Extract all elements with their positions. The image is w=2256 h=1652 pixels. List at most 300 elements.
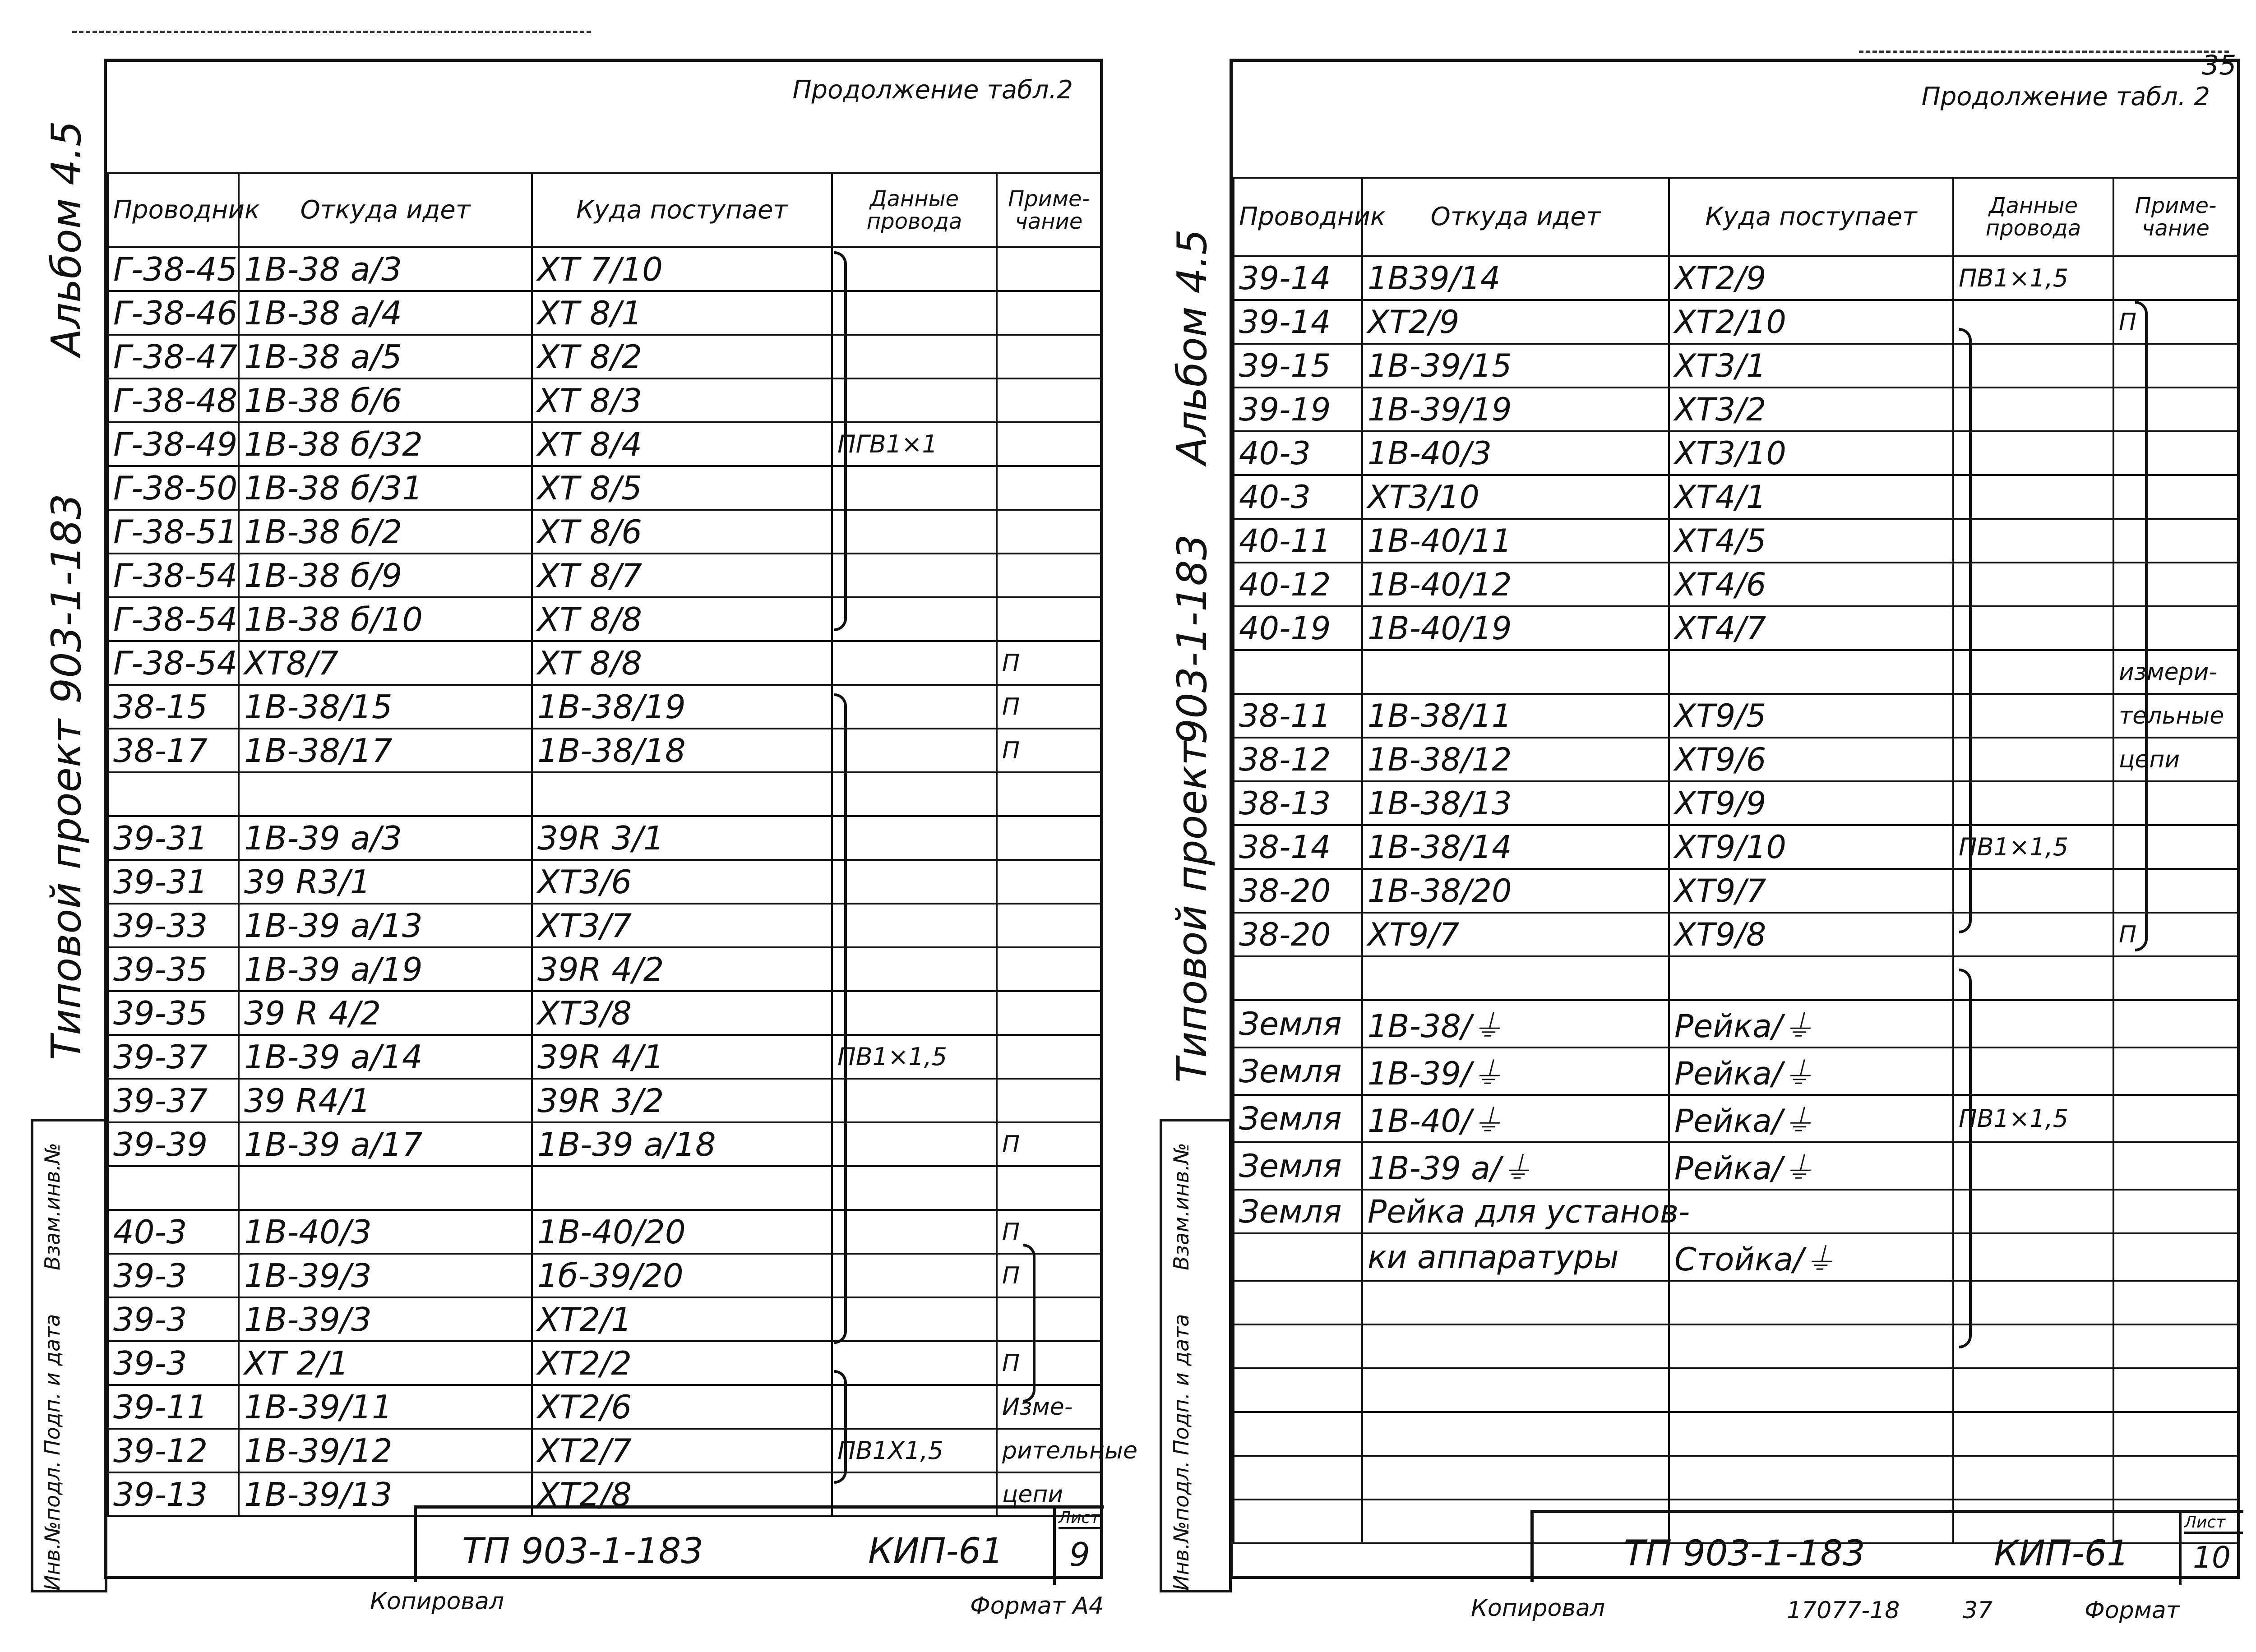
table-row [108, 554, 1101, 597]
table-row [1234, 869, 2238, 913]
cell-from: 39 R3/1 [239, 860, 532, 904]
table-row [108, 597, 1101, 641]
cell-note [2113, 1047, 2238, 1095]
cell-note [2113, 956, 2238, 1000]
cell-from: ХТ2/9 [1362, 300, 1669, 344]
cell-conductor: 39-35 [108, 947, 239, 991]
cell-note [997, 904, 1101, 947]
cell-to [1669, 1368, 1953, 1412]
cell-conductor: 38-14 [1234, 825, 1362, 869]
table-row [108, 1385, 1101, 1429]
cell-to: ХТ9/7 [1669, 869, 1953, 913]
table-row [1234, 825, 2238, 869]
header-from: Откуда идет [1362, 178, 1669, 256]
cell-wire-data [1953, 1233, 2113, 1281]
cell-to: ХТ4/6 [1669, 563, 1953, 606]
cell-note: П [997, 641, 1101, 685]
table-row [1234, 563, 2238, 606]
cell-from [1362, 1368, 1669, 1412]
cell-conductor: Г-38-45 [108, 247, 239, 291]
cell-to: ХТ9/5 [1669, 694, 1953, 738]
right-strip-sign-date: Подп. и дата [1169, 1314, 1193, 1455]
cell-conductor: 39-31 [108, 860, 239, 904]
header-note: Приме-чание [2113, 178, 2238, 256]
table-row [108, 816, 1101, 860]
cell-conductor [1234, 1233, 1362, 1281]
right-title-block [1530, 1510, 2243, 1582]
cell-wire-data [832, 597, 997, 641]
table-row [108, 729, 1101, 772]
table-row [108, 1166, 1101, 1210]
cell-note [997, 860, 1101, 904]
table-row [1234, 1412, 2238, 1456]
cell-from: 1В-40/19 [1362, 606, 1669, 650]
cell-note [997, 1166, 1101, 1210]
cell-from: 1В-38/17 [239, 729, 532, 772]
cell-to: 39R 4/2 [532, 947, 832, 991]
left-strip-inv-orig: Инв.№подл. [40, 1460, 65, 1591]
cell-wire-data [832, 641, 997, 685]
cell-to: ХТ2/6 [532, 1385, 832, 1429]
cell-wire-data [832, 1079, 997, 1122]
cell-conductor [1234, 650, 1362, 694]
right-page-ref: 37 [1963, 1597, 1993, 1624]
cell-to: ХТ 8/2 [532, 335, 832, 378]
cell-note [2113, 388, 2238, 431]
cell-from: 1В-38/15 [239, 685, 532, 729]
cell-note [2113, 563, 2238, 606]
cell-to: Рейка/⏚ [1669, 1142, 1953, 1190]
cell-from: 1В-39/13 [239, 1472, 532, 1516]
cell-conductor: Земля [1234, 1047, 1362, 1095]
cell-wire-data [1953, 1412, 2113, 1456]
cell-wire-data [1953, 388, 2113, 431]
cell-conductor: Г-38-49 [108, 422, 239, 466]
table-row [1234, 956, 2238, 1000]
cell-to [1669, 1412, 1953, 1456]
table-row [1234, 1047, 2238, 1095]
cell-wire-data [1953, 1456, 2113, 1500]
right-stamp-sheet-number: 10 [2193, 1540, 2231, 1575]
brace-pgv-group [834, 251, 847, 631]
table-row [108, 991, 1101, 1035]
cell-wire-data [1953, 1190, 2113, 1233]
cell-wire-data [1953, 956, 2113, 1000]
cell-conductor: Г-38-54 [108, 641, 239, 685]
cell-from: 1В-38/⏚ [1362, 1000, 1669, 1047]
cell-wire-data [832, 772, 997, 816]
cell-wire-data [832, 1166, 997, 1210]
cell-wire-data [1953, 431, 2113, 475]
cell-to: Стойка/⏚ [1669, 1233, 1953, 1281]
cell-conductor: 39-3 [108, 1254, 239, 1297]
cell-to [1669, 1281, 1953, 1324]
cell-to: ХТ 8/8 [532, 641, 832, 685]
left-stamp-kip: КИП-61 [868, 1531, 1003, 1572]
cell-note [2113, 1368, 2238, 1412]
table-row [1234, 1281, 2238, 1324]
cell-to: 1В-38/19 [532, 685, 832, 729]
cell-from: 1В-40/12 [1362, 563, 1669, 606]
cell-from: 1В-40/3 [239, 1210, 532, 1254]
cell-note [997, 1035, 1101, 1079]
cell-wire-data [1953, 1000, 2113, 1047]
left-stamp-sheet-label: Лист [1059, 1509, 1102, 1529]
right-page-number: 35 [2202, 50, 2237, 81]
table-row [108, 510, 1101, 554]
cell-to: ХТ 8/7 [532, 554, 832, 597]
cell-from: 1В-39/11 [239, 1385, 532, 1429]
cell-to: ХТ9/9 [1669, 781, 1953, 825]
right-table-header [1234, 178, 2238, 256]
cell-from: 1В-40/⏚ [1362, 1095, 1669, 1142]
cell-wire-data: ПГВ1×1 [832, 422, 997, 466]
table-row [1234, 1190, 2238, 1233]
cell-from: 1В-38 а/5 [239, 335, 532, 378]
cell-note [2113, 475, 2238, 519]
cell-wire-data [1953, 519, 2113, 563]
cell-wire-data [1953, 738, 2113, 781]
cell-conductor: 39-35 [108, 991, 239, 1035]
cell-conductor: 40-3 [1234, 475, 1362, 519]
cell-note [2113, 1456, 2238, 1500]
cell-from: ХТ8/7 [239, 641, 532, 685]
cell-conductor [108, 1166, 239, 1210]
table-row [108, 335, 1101, 378]
cell-note [997, 466, 1101, 510]
cell-conductor [1234, 1368, 1362, 1412]
cell-note [997, 335, 1101, 378]
cell-wire-data [832, 335, 997, 378]
cell-from: 1В-40/3 [1362, 431, 1669, 475]
cell-wire-data [832, 247, 997, 291]
right-brace-ground-group [1959, 969, 1972, 1348]
cell-wire-data [832, 291, 997, 335]
table-row [1234, 256, 2238, 300]
cell-wire-data [1953, 344, 2113, 388]
cell-note [2113, 256, 2238, 300]
cell-conductor: 39-11 [108, 1385, 239, 1429]
left-series-label: Типовой проект [43, 719, 90, 1060]
cell-wire-data [1953, 913, 2113, 956]
cell-conductor: Земля [1234, 1190, 1362, 1233]
table-row [1234, 606, 2238, 650]
cell-to: ХТ 8/5 [532, 466, 832, 510]
cell-to [532, 772, 832, 816]
right-continuation-title: Продолжение табл. 2 [1921, 82, 2210, 111]
cell-from: 1В-39 а/14 [239, 1035, 532, 1079]
cell-to [532, 1166, 832, 1210]
cell-from: 1В-39/⏚ [1362, 1047, 1669, 1095]
cell-to: ХТ3/10 [1669, 431, 1953, 475]
cell-wire-data [832, 729, 997, 772]
cell-to: ХТ3/8 [532, 991, 832, 1035]
table-row [1234, 431, 2238, 475]
right-sheet [1230, 59, 2240, 1579]
cell-from: 1В-39 а/17 [239, 1122, 532, 1166]
cell-wire-data [1953, 1281, 2113, 1324]
table-row [108, 904, 1101, 947]
cell-from: 1В-38/11 [1362, 694, 1669, 738]
right-doc-numbers: 17077-18 [1787, 1597, 1900, 1624]
cell-conductor: 39-37 [108, 1079, 239, 1122]
header-wire-data: Данные провода [1953, 178, 2113, 256]
cell-to: ХТ 8/6 [532, 510, 832, 554]
cell-to: ХТ9/8 [1669, 913, 1953, 956]
right-stamp-kip: КИП-61 [1994, 1533, 2129, 1574]
cell-note: П [997, 729, 1101, 772]
cell-note [2113, 344, 2238, 388]
table-row [1234, 1142, 2238, 1190]
cell-to: 39R 4/1 [532, 1035, 832, 1079]
cell-to: ХТ4/5 [1669, 519, 1953, 563]
cell-from: 1В-39 а/⏚ [1362, 1142, 1669, 1190]
cell-note [2113, 1142, 2238, 1190]
cell-wire-data [832, 554, 997, 597]
cell-to [1669, 1324, 1953, 1368]
right-strip-inv-orig: Инв.№подл. [1169, 1460, 1193, 1591]
right-wire-table [1233, 177, 2239, 1544]
left-approval-strip [31, 1119, 107, 1592]
cell-conductor: 39-39 [108, 1122, 239, 1166]
table-row [108, 1429, 1101, 1472]
table-row [1234, 1368, 2238, 1412]
cell-note [997, 510, 1101, 554]
cell-to [1669, 650, 1953, 694]
cell-conductor: 39-33 [108, 904, 239, 947]
cell-note [997, 772, 1101, 816]
cell-from [1362, 1412, 1669, 1456]
cell-from: 1В-38/14 [1362, 825, 1669, 869]
cell-wire-data [832, 685, 997, 729]
table-row [108, 1079, 1101, 1122]
right-series-label: Типовой проект [1169, 742, 1216, 1083]
cell-wire-data [1953, 869, 2113, 913]
cell-note: П [997, 1341, 1101, 1385]
cell-wire-data [1953, 606, 2113, 650]
cell-from: 1В-39 а/3 [239, 816, 532, 860]
cell-note: П [997, 1210, 1101, 1254]
cell-wire-data [832, 1341, 997, 1385]
cell-to: ХТ2/1 [532, 1297, 832, 1341]
cell-to: Рейка/⏚ [1669, 1047, 1953, 1095]
cell-to: ХТ 8/4 [532, 422, 832, 466]
table-row [108, 1341, 1101, 1385]
cell-conductor: Г-38-54 [108, 554, 239, 597]
left-stamp-sheet-box [1053, 1509, 1105, 1585]
cell-to: ХТ9/6 [1669, 738, 1953, 781]
cell-conductor: 38-20 [1234, 869, 1362, 913]
top-dashed-line-right [1859, 51, 2229, 53]
cell-wire-data [1953, 1142, 2113, 1190]
cell-to: ХТ3/6 [532, 860, 832, 904]
cell-from: 1В-39/3 [239, 1297, 532, 1341]
header-wire-data: Данные провода [832, 173, 997, 247]
cell-conductor [108, 772, 239, 816]
cell-wire-data [832, 1122, 997, 1166]
cell-conductor [1234, 1281, 1362, 1324]
cell-note: П [997, 685, 1101, 729]
cell-wire-data [832, 947, 997, 991]
cell-note: Изме- [997, 1385, 1101, 1429]
cell-to: 39R 3/2 [532, 1079, 832, 1122]
cell-wire-data [832, 1210, 997, 1254]
right-stamp-sheet-box [2179, 1513, 2249, 1585]
cell-from [1362, 1324, 1669, 1368]
cell-conductor: 39-19 [1234, 388, 1362, 431]
table-row [1234, 650, 2238, 694]
header-note: Приме-чание [997, 173, 1101, 247]
cell-wire-data [832, 1385, 997, 1429]
cell-from: 1В-38 б/31 [239, 466, 532, 510]
right-stamp-code: ТП 903-1-183 [1624, 1533, 1865, 1574]
cell-from: 1В-38 б/32 [239, 422, 532, 466]
cell-from: 1В-39/15 [1362, 344, 1669, 388]
cell-conductor: 38-11 [1234, 694, 1362, 738]
header-from: Откуда идет [239, 173, 532, 247]
table-row [108, 947, 1101, 991]
cell-conductor: 38-12 [1234, 738, 1362, 781]
cell-note [997, 1079, 1101, 1122]
cell-note: цепи [2113, 738, 2238, 781]
cell-note [2113, 1000, 2238, 1047]
cell-conductor: 38-20 [1234, 913, 1362, 956]
cell-from: 1В-39/12 [239, 1429, 532, 1472]
cell-from: 1В-39 а/19 [239, 947, 532, 991]
cell-note [2113, 1324, 2238, 1368]
left-wire-table [107, 172, 1138, 1517]
table-row [1234, 1456, 2238, 1500]
left-strip-sign-date: Подп. и дата [40, 1314, 65, 1455]
cell-to: 1В-40/20 [532, 1210, 832, 1254]
cell-conductor [1234, 1412, 1362, 1456]
cell-note [2113, 519, 2238, 563]
cell-wire-data [1953, 1324, 2113, 1368]
cell-note: П [2113, 300, 2238, 344]
cell-from [1362, 1456, 1669, 1500]
header-to: Куда поступает [1669, 178, 1953, 256]
table-row [1234, 1233, 2238, 1281]
cell-conductor [1234, 956, 1362, 1000]
cell-note: тельные [2113, 694, 2238, 738]
cell-from: 1В-38/13 [1362, 781, 1669, 825]
left-copied-by: Копировал [370, 1588, 504, 1615]
cell-note [997, 378, 1101, 422]
cell-conductor: Г-38-50 [108, 466, 239, 510]
cell-wire-data [1953, 475, 2113, 519]
cell-wire-data [1953, 300, 2113, 344]
table-row [108, 1210, 1101, 1254]
table-row [1234, 344, 2238, 388]
cell-conductor [1234, 1456, 1362, 1500]
table-row [1234, 300, 2238, 344]
cell-note [2113, 1412, 2238, 1456]
left-strip-replace-inv: Взам.инв.№ [40, 1142, 65, 1270]
cell-conductor: 40-19 [1234, 606, 1362, 650]
cell-from: 1В-38 а/4 [239, 291, 532, 335]
cell-note [2113, 431, 2238, 475]
cell-wire-data [832, 991, 997, 1035]
cell-from: 1В-38 б/2 [239, 510, 532, 554]
cell-from: 1В-38/20 [1362, 869, 1669, 913]
cell-note: рительные [997, 1429, 1101, 1472]
cell-conductor: Г-38-46 [108, 291, 239, 335]
right-copied-by: Копировал [1471, 1595, 1605, 1622]
cell-conductor: 39-12 [108, 1429, 239, 1472]
cell-wire-data [832, 816, 997, 860]
cell-from: ХТ 2/1 [239, 1341, 532, 1385]
cell-note: измери- [2113, 650, 2238, 694]
table-row [108, 378, 1101, 422]
cell-from [239, 1166, 532, 1210]
cell-to: ХТ 8/3 [532, 378, 832, 422]
top-dashed-line [72, 31, 591, 33]
table-row [1234, 913, 2238, 956]
cell-wire-data [832, 1254, 997, 1297]
cell-note [2113, 869, 2238, 913]
cell-wire-data [1953, 1368, 2113, 1412]
cell-conductor: 39-15 [1234, 344, 1362, 388]
cell-from: 1В-39 а/13 [239, 904, 532, 947]
cell-wire-data [832, 378, 997, 422]
table-row [1234, 694, 2238, 738]
cell-note [2113, 1190, 2238, 1233]
right-strip-replace-inv: Взам.инв.№ [1169, 1142, 1193, 1270]
brace-pv-group [834, 693, 847, 1344]
right-stamp-sheet-label: Лист [2184, 1513, 2243, 1534]
table-row [1234, 1000, 2238, 1047]
table-row [108, 422, 1101, 466]
cell-from: 1В-38 б/10 [239, 597, 532, 641]
left-stamp-code: ТП 903-1-183 [462, 1531, 703, 1572]
cell-to: 1б-39/20 [532, 1254, 832, 1297]
cell-conductor: 39-31 [108, 816, 239, 860]
table-row [1234, 475, 2238, 519]
cell-from: ки аппаратуры [1362, 1233, 1669, 1281]
cell-note: П [2113, 913, 2238, 956]
cell-note [2113, 1233, 2238, 1281]
table-row [1234, 388, 2238, 431]
cell-note [997, 597, 1101, 641]
table-row [108, 466, 1101, 510]
table-row [1234, 519, 2238, 563]
cell-to: ХТ2/7 [532, 1429, 832, 1472]
cell-wire-data: ПВ1×1,5 [832, 1035, 997, 1079]
cell-to: Рейка/⏚ [1669, 1000, 1953, 1047]
cell-to [1669, 1456, 1953, 1500]
cell-note [997, 247, 1101, 291]
left-continuation-title: Продолжение табл.2 [792, 75, 1073, 105]
cell-conductor: Земля [1234, 1000, 1362, 1047]
cell-from: 1В-39/19 [1362, 388, 1669, 431]
cell-wire-data [1953, 694, 2113, 738]
cell-to: 39R 3/1 [532, 816, 832, 860]
cell-from: 1В39/14 [1362, 256, 1669, 300]
cell-to: ХТ2/10 [1669, 300, 1953, 344]
cell-wire-data [832, 1297, 997, 1341]
cell-to: ХТ2/2 [532, 1341, 832, 1385]
cell-conductor [1234, 1324, 1362, 1368]
left-title-block [414, 1505, 1104, 1582]
cell-wire-data [1953, 650, 2113, 694]
cell-note [2113, 781, 2238, 825]
cell-wire-data [832, 510, 997, 554]
cell-from [1362, 1281, 1669, 1324]
table-row [108, 685, 1101, 729]
cell-wire-data: ПВ1×1,5 [1953, 256, 2113, 300]
left-table-header [108, 173, 1101, 247]
cell-conductor: Земля [1234, 1095, 1362, 1142]
